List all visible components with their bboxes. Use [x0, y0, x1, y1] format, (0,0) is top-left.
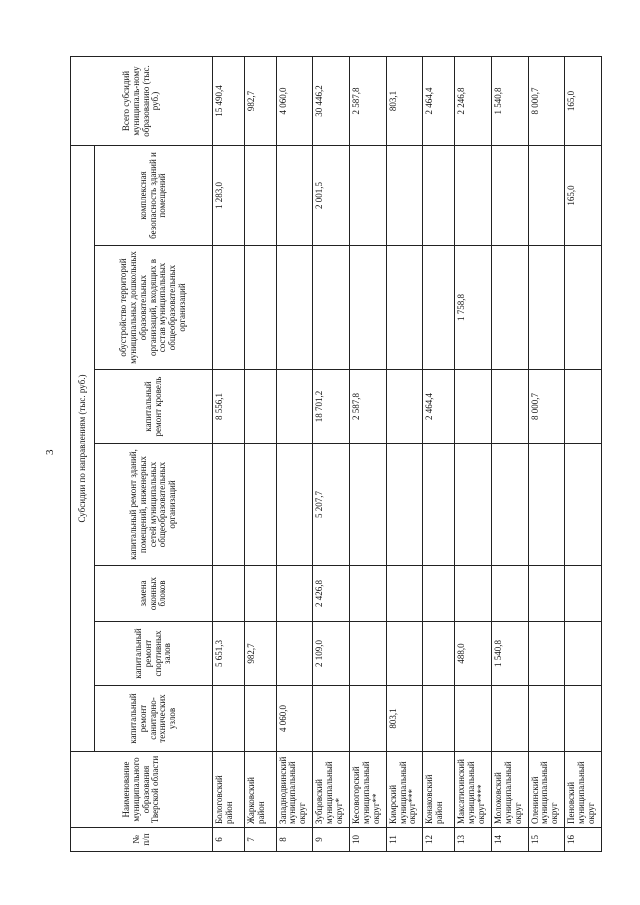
- table-row: [313, 57, 350, 852]
- subsidy-value: 5 207,7: [313, 444, 350, 566]
- subsidy-value: [455, 146, 492, 246]
- subsidy-value: [565, 444, 602, 566]
- header-total: Всего субсидий муниципаль-ному образованию (тыс. руб.): [71, 57, 213, 146]
- subsidy-value: 803,1: [386, 686, 423, 752]
- subsidy-value: [349, 686, 386, 752]
- table-row: [491, 57, 528, 852]
- subsidy-value: [565, 686, 602, 752]
- row-total: 8 000,7: [528, 57, 565, 146]
- header-num: № п/п: [71, 828, 213, 852]
- row-number: 13: [455, 828, 492, 852]
- subsidy-value: [276, 370, 313, 444]
- subsidy-value: [349, 146, 386, 246]
- row-number: 14: [491, 828, 528, 852]
- row-total: 30 446,2: [313, 57, 350, 146]
- row-number: 12: [423, 828, 455, 852]
- header-name: Наименование муниципального образования Тверской области: [71, 752, 213, 828]
- row-total: 2 587,8: [349, 57, 386, 146]
- subsidy-value: [565, 622, 602, 686]
- row-number: 10: [349, 828, 386, 852]
- table-body: [213, 57, 602, 852]
- subsidy-value: [276, 622, 313, 686]
- row-total: 2 464,4: [423, 57, 455, 146]
- subsidy-value: [386, 146, 423, 246]
- subsidy-value: [528, 444, 565, 566]
- header-col-3: замена оконных блоков: [95, 566, 213, 622]
- subsidy-value: [565, 246, 602, 370]
- subsidy-value: [213, 566, 245, 622]
- subsidy-value: [423, 566, 455, 622]
- table-row: [386, 57, 423, 852]
- subsidy-value: [455, 444, 492, 566]
- subsidy-value: [276, 146, 313, 246]
- municipality-name: Западнодвинский муниципальный округ: [276, 752, 313, 828]
- subsidy-value: [244, 566, 276, 622]
- subsidy-table: [70, 56, 602, 852]
- subsidy-value: [491, 370, 528, 444]
- subsidy-value: [313, 686, 350, 752]
- table-row: [423, 57, 455, 852]
- subsidy-value: [349, 246, 386, 370]
- subsidy-value: [276, 566, 313, 622]
- row-total: 165,0: [565, 57, 602, 146]
- subsidy-value: [213, 246, 245, 370]
- subsidy-value: 18 701,2: [313, 370, 350, 444]
- subsidy-value: 8 556,1: [213, 370, 245, 444]
- subsidy-value: [491, 246, 528, 370]
- table-row: [455, 57, 492, 852]
- subsidy-value: 2 426,8: [313, 566, 350, 622]
- row-number: 16: [565, 828, 602, 852]
- subsidy-value: [491, 146, 528, 246]
- row-total: 803,1: [386, 57, 423, 146]
- row-number: 6: [213, 828, 245, 852]
- municipality-name: Зубцовский муниципальный округ*: [313, 752, 350, 828]
- municipality-name: Кимрский муниципальный округ***: [386, 752, 423, 828]
- subsidy-value: 165,0: [565, 146, 602, 246]
- subsidy-value: [386, 566, 423, 622]
- page-number: 3: [44, 449, 56, 455]
- row-total: 982,7: [244, 57, 276, 146]
- subsidy-value: [423, 146, 455, 246]
- subsidy-value: [528, 686, 565, 752]
- subsidy-value: 2 109,0: [313, 622, 350, 686]
- subsidy-value: [244, 246, 276, 370]
- row-number: 11: [386, 828, 423, 852]
- subsidy-value: [386, 444, 423, 566]
- header-col-6: обустройство территорий муниципальных дошкольных образовательных организаций, входящих в состав муниципальных общеобразовательных организаций: [95, 246, 213, 370]
- header-col-5: капитальный ремонт кровель: [95, 370, 213, 444]
- subsidy-value: [386, 622, 423, 686]
- municipality-name: Молоковский муниципальный округ: [491, 752, 528, 828]
- table-row: [244, 57, 276, 852]
- municipality-name: Максатихинский муниципальный округ****: [455, 752, 492, 828]
- subsidy-value: 2 464,4: [423, 370, 455, 444]
- row-total: 4 060,0: [276, 57, 313, 146]
- subsidy-value: 1 540,8: [491, 622, 528, 686]
- header-col-1: капитальный ремонт санитарно-технических узлов: [95, 686, 213, 752]
- rotated-table-container: [70, 57, 602, 852]
- subsidy-value: 5 651,3: [213, 622, 245, 686]
- subsidy-value: 488,0: [455, 622, 492, 686]
- subsidy-value: [244, 444, 276, 566]
- subsidy-value: [386, 246, 423, 370]
- subsidy-value: [491, 444, 528, 566]
- header-col-4: капитальный ремонт зданий, помещений, инженерных сетей муниципальных общеобразовательных организаций: [95, 444, 213, 566]
- row-total: 15 490,4: [213, 57, 245, 146]
- row-number: 8: [276, 828, 313, 852]
- subsidy-value: [565, 370, 602, 444]
- subsidy-value: [455, 566, 492, 622]
- header-group: Субсидии по направлениям (тыс. руб.): [71, 146, 95, 752]
- header-col-2: капитальный ремонт спортивных залов: [95, 622, 213, 686]
- subsidy-value: [528, 146, 565, 246]
- header-col-7: комплексная безопасность зданий и помещений: [95, 146, 213, 246]
- row-number: 15: [528, 828, 565, 852]
- subsidy-value: [491, 566, 528, 622]
- subsidy-value: 8 000,7: [528, 370, 565, 444]
- subsidy-value: [213, 444, 245, 566]
- subsidy-value: [386, 370, 423, 444]
- subsidy-value: 1 758,8: [455, 246, 492, 370]
- subsidy-value: [423, 444, 455, 566]
- subsidy-value: [349, 444, 386, 566]
- municipality-name: Кесовогорский муниципальный округ**: [349, 752, 386, 828]
- municipality-name: Жарковский район: [244, 752, 276, 828]
- subsidy-value: [491, 686, 528, 752]
- row-total: 2 246,8: [455, 57, 492, 146]
- row-number: 7: [244, 828, 276, 852]
- table-row: [349, 57, 386, 852]
- subsidy-value: [244, 146, 276, 246]
- subsidy-value: [528, 566, 565, 622]
- subsidy-value: [455, 370, 492, 444]
- row-total: 1 540,8: [491, 57, 528, 146]
- subsidy-value: [313, 246, 350, 370]
- municipality-name: Бологовский район: [213, 752, 245, 828]
- subsidy-value: [565, 566, 602, 622]
- municipality-name: Конаковский район: [423, 752, 455, 828]
- subsidy-value: [423, 686, 455, 752]
- subsidy-value: [423, 622, 455, 686]
- subsidy-value: [244, 370, 276, 444]
- subsidy-value: [528, 622, 565, 686]
- subsidy-value: 2 001,5: [313, 146, 350, 246]
- table-row: [528, 57, 565, 852]
- table-row: [276, 57, 313, 852]
- subsidy-value: [276, 444, 313, 566]
- subsidy-value: [528, 246, 565, 370]
- subsidy-value: 1 283,0: [213, 146, 245, 246]
- subsidy-value: [423, 246, 455, 370]
- subsidy-value: 982,7: [244, 622, 276, 686]
- subsidy-value: [349, 566, 386, 622]
- row-number: 9: [313, 828, 350, 852]
- subsidy-value: [455, 686, 492, 752]
- table-row: [213, 57, 245, 852]
- subsidy-value: 2 587,8: [349, 370, 386, 444]
- subsidy-value: 4 060,0: [276, 686, 313, 752]
- table-row: [565, 57, 602, 852]
- subsidy-value: [244, 686, 276, 752]
- subsidy-value: [213, 686, 245, 752]
- subsidy-value: [349, 622, 386, 686]
- municipality-name: Пеновский муниципальный округ: [565, 752, 602, 828]
- municipality-name: Оленинский муниципальный округ: [528, 752, 565, 828]
- subsidy-value: [276, 246, 313, 370]
